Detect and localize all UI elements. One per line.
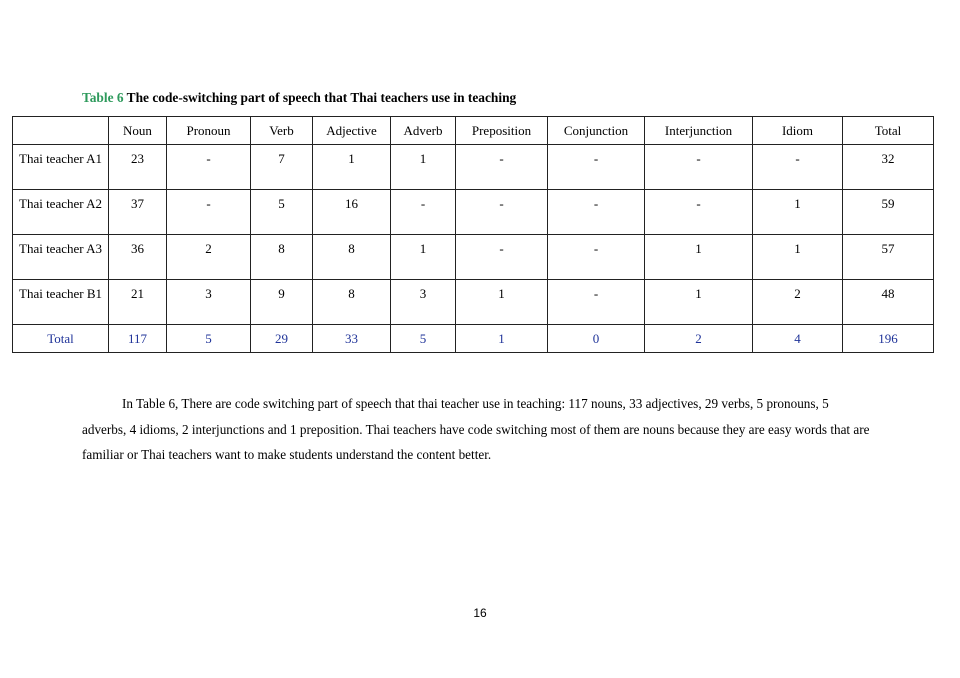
table-cell: 1 (753, 235, 843, 280)
table-total-row (13, 325, 934, 353)
header-cell-adjective: Adjective (313, 117, 391, 145)
table-caption-title: The code-switching part of speech that Thai teachers use in teaching (126, 90, 517, 105)
header-cell-idiom: Idiom (753, 117, 843, 145)
table-cell: 1 (313, 145, 391, 190)
table-cell: 1 (753, 190, 843, 235)
total-row-label: Total (13, 325, 109, 353)
header-cell-noun: Noun (109, 117, 167, 145)
table-row (13, 145, 934, 190)
total-cell: 4 (753, 325, 843, 353)
row-label-b1: Thai teacher B1 (13, 280, 109, 325)
table-cell: - (548, 235, 645, 280)
table-cell: 59 (843, 190, 934, 235)
table-cell: - (548, 280, 645, 325)
row-label-a3: Thai teacher A3 (13, 235, 109, 280)
table-cell: - (391, 190, 456, 235)
table-cell: 57 (843, 235, 934, 280)
table-cell: 1 (456, 280, 548, 325)
table-cell: - (167, 145, 251, 190)
table-cell: 32 (843, 145, 934, 190)
total-cell: 0 (548, 325, 645, 353)
table-cell: 36 (109, 235, 167, 280)
header-cell-conjunction: Conjunction (548, 117, 645, 145)
table-cell: 1 (645, 280, 753, 325)
table-cell: 9 (251, 280, 313, 325)
total-cell: 2 (645, 325, 753, 353)
total-cell: 196 (843, 325, 934, 353)
header-cell-empty (13, 117, 109, 145)
table-cell: 2 (167, 235, 251, 280)
table-cell: 37 (109, 190, 167, 235)
header-cell-total: Total (843, 117, 934, 145)
code-switching-table (12, 116, 934, 353)
table-cell: - (645, 190, 753, 235)
table-cell: 7 (251, 145, 313, 190)
table-cell: 1 (645, 235, 753, 280)
table-cell: 2 (753, 280, 843, 325)
table-cell: 16 (313, 190, 391, 235)
total-cell: 29 (251, 325, 313, 353)
table-row (13, 280, 934, 325)
table-cell: 3 (167, 280, 251, 325)
header-cell-adverb: Adverb (391, 117, 456, 145)
table-cell: - (456, 145, 548, 190)
table-cell: - (645, 145, 753, 190)
table-cell: 8 (313, 280, 391, 325)
table-row (13, 235, 934, 280)
body-paragraph: In Table 6, There are code switching part of speech that thai teacher use in teaching: 117 nouns, 33 adjectives, 29 verbs, 5 pronouns, 5 adverbs, 4 idioms, 2 interjunctions and 1 preposition. Thai teachers have code switching most of them are nouns because they are easy words that are familiar or Thai teachers want to make students understand the content better. (82, 396, 870, 463)
table-row (13, 190, 934, 235)
row-label-a1: Thai teacher A1 (13, 145, 109, 190)
header-cell-pronoun: Pronoun (167, 117, 251, 145)
table-cell: - (753, 145, 843, 190)
table-caption-label: Table 6 (82, 90, 124, 105)
table-cell: 8 (313, 235, 391, 280)
table-cell: 1 (391, 235, 456, 280)
total-cell: 117 (109, 325, 167, 353)
table-cell: 1 (391, 145, 456, 190)
table-cell: - (548, 190, 645, 235)
table-cell: - (456, 235, 548, 280)
total-cell: 5 (167, 325, 251, 353)
table-header-row (13, 117, 934, 145)
table-cell: 21 (109, 280, 167, 325)
table-cell: - (456, 190, 548, 235)
page-number: 16 (473, 606, 487, 620)
table-cell: 48 (843, 280, 934, 325)
table-cell: 8 (251, 235, 313, 280)
total-cell: 5 (391, 325, 456, 353)
table-cell: 23 (109, 145, 167, 190)
header-cell-preposition: Preposition (456, 117, 548, 145)
table-cell: - (548, 145, 645, 190)
table-caption (82, 90, 516, 106)
header-cell-verb: Verb (251, 117, 313, 145)
total-cell: 33 (313, 325, 391, 353)
table-cell: 3 (391, 280, 456, 325)
header-cell-interjunction: Interjunction (645, 117, 753, 145)
table-cell: - (167, 190, 251, 235)
table-cell: 5 (251, 190, 313, 235)
total-cell: 1 (456, 325, 548, 353)
row-label-a2: Thai teacher A2 (13, 190, 109, 235)
